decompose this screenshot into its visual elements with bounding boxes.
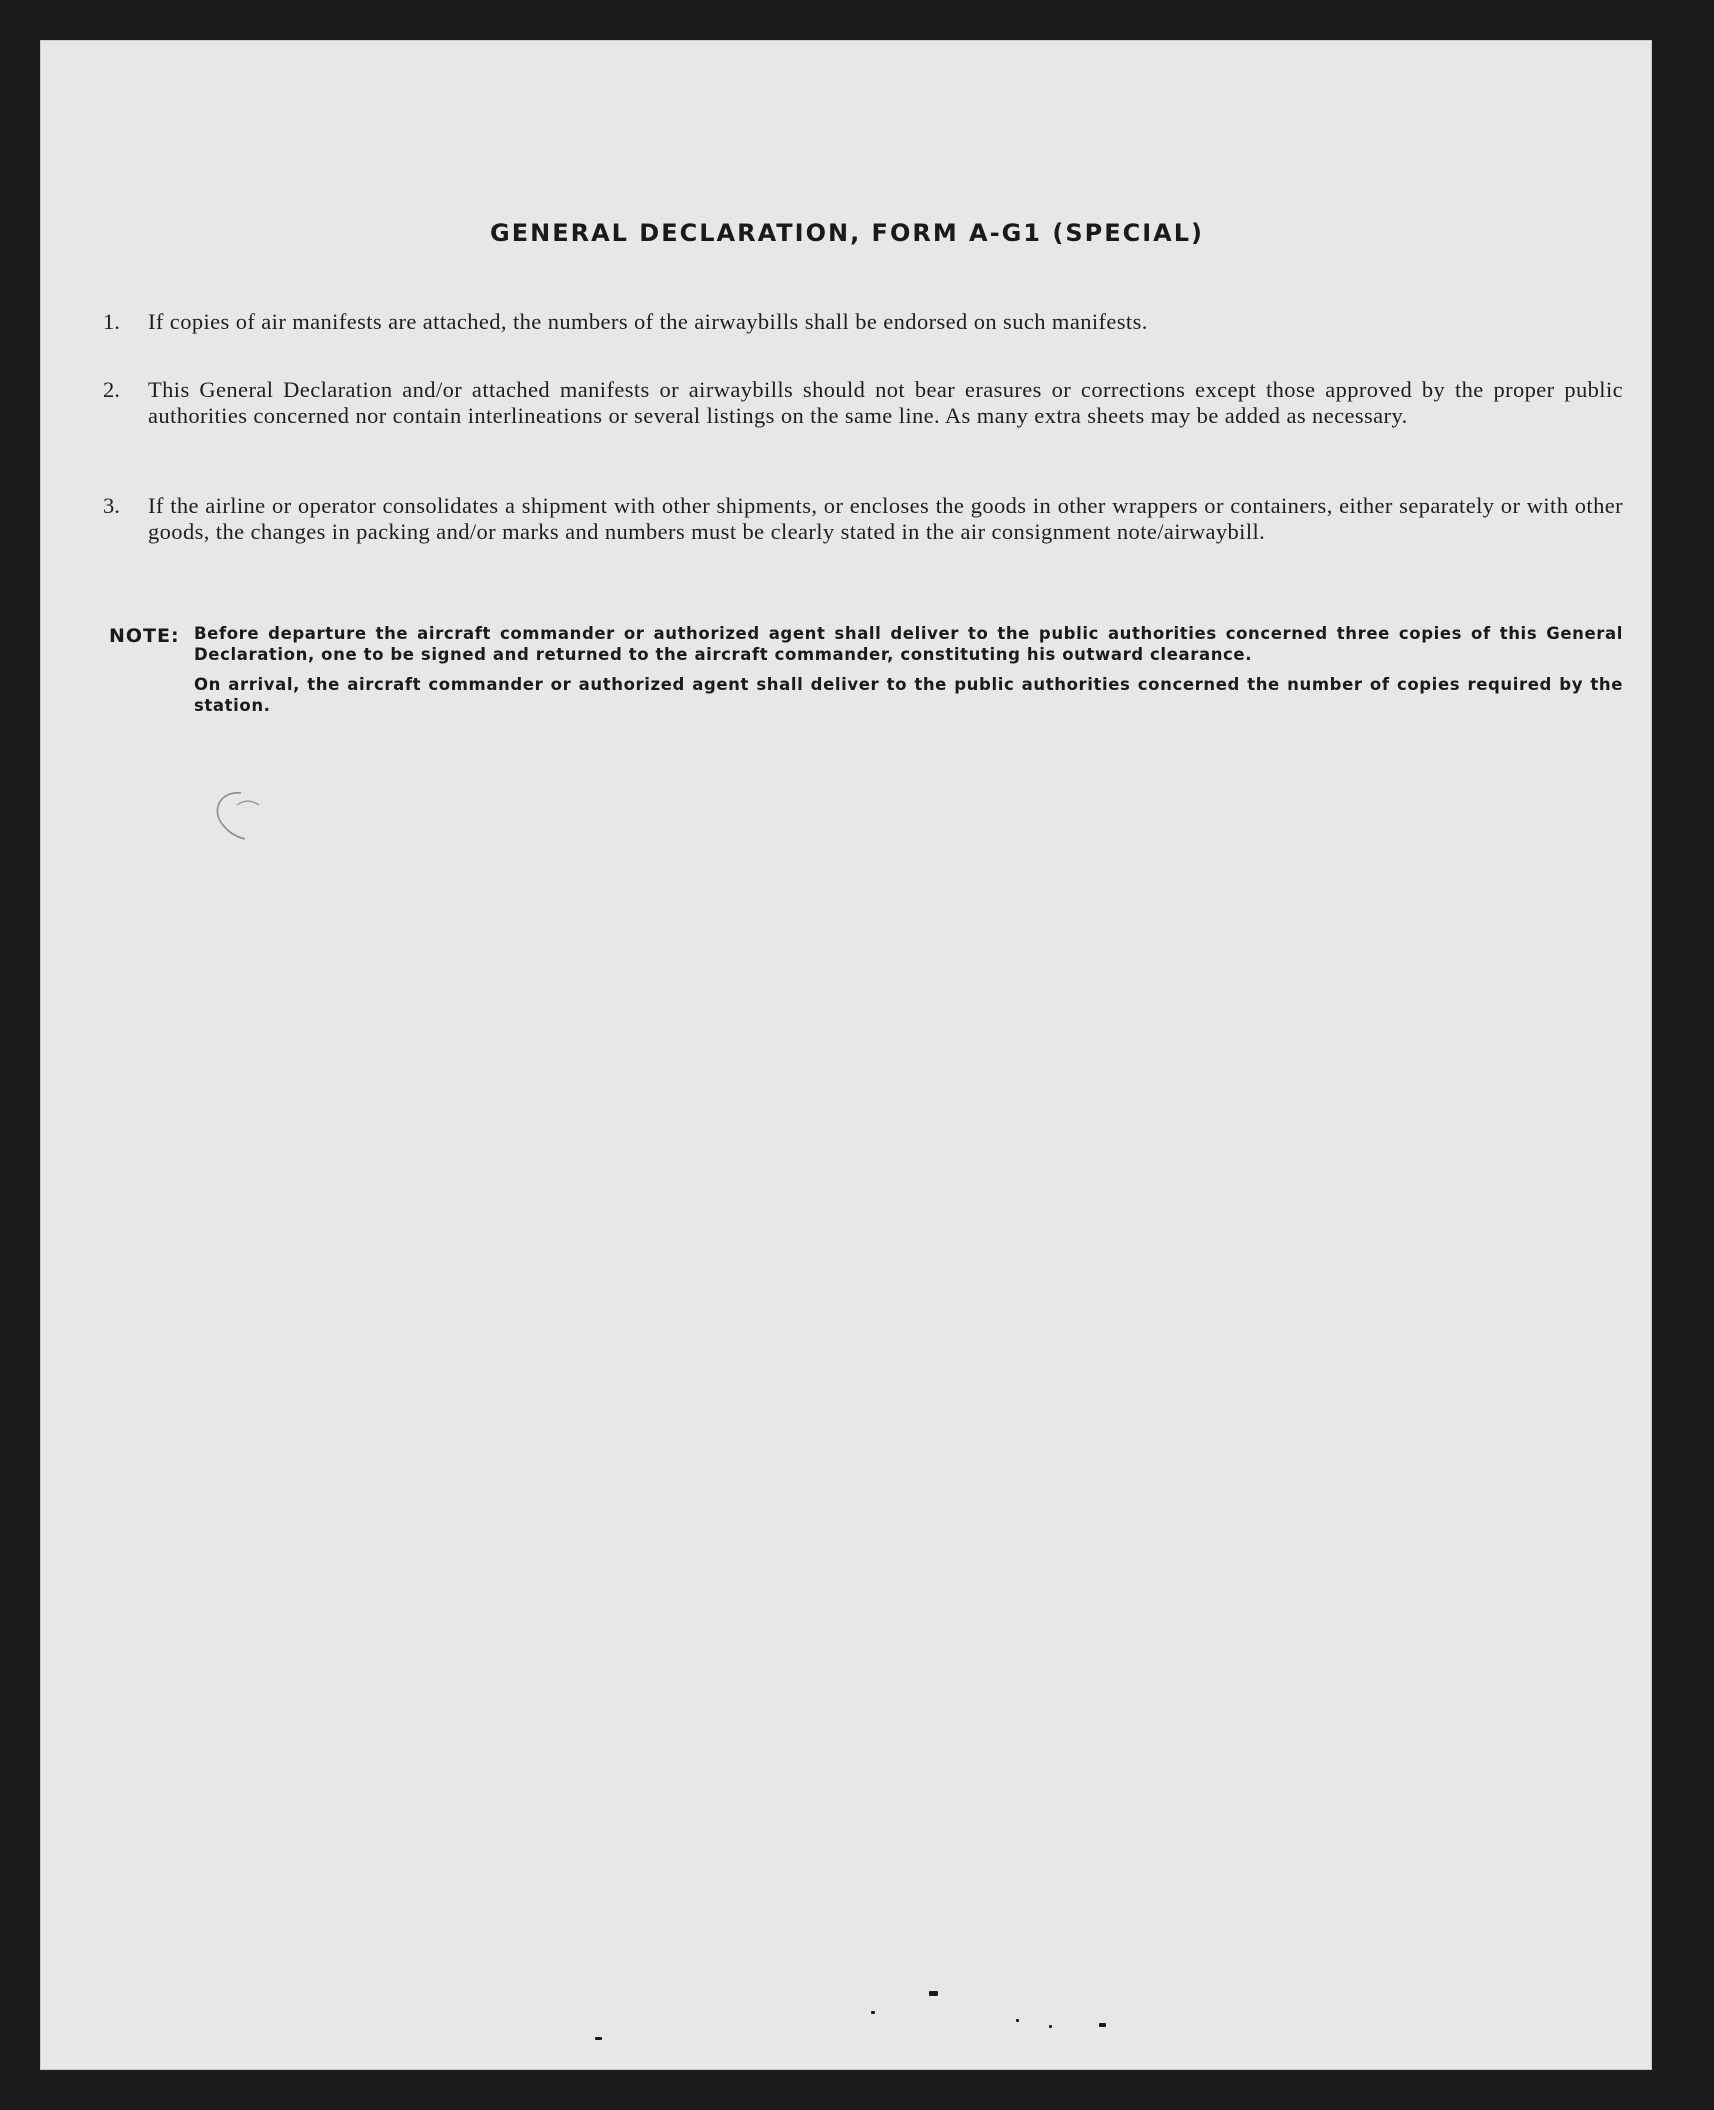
note-paragraph-arrival: On arrival, the aircraft commander or authorized agent shall deliver to the public authorities concerned the number of copies required by the station. [194,675,1623,715]
note-section [109,623,1623,716]
scan-speck [1099,2023,1106,2027]
document-title: GENERAL DECLARATION, FORM A-G1 (SPECIAL) [490,219,1204,247]
item-text: If the airline or operator consolidates a shipment with other shipments, or encloses the goods in other wrappers or containers, either separately or with other goods, the changes in packing and/or marks and numbers must be clearly stated in the air consignment note/airwaybill. [148,493,1623,544]
note-paragraph-departure: Before departure the aircraft commander or authorized agent shall deliver to the public authorities concerned three copies of this General Declaration, one to be signed and returned to the aircraft commander, constituting his outward clearance. [194,624,1623,664]
scan-speck [929,1991,938,1996]
scan-speck [595,2037,602,2040]
pen-smudge-mark [201,781,291,851]
scan-speck [871,2011,875,2014]
item-number: 2. [103,377,120,402]
instruction-item-2 [103,377,1623,429]
note-label: NOTE: [109,625,180,647]
item-text: This General Declaration and/or attached manifests or airwaybills should not bear erasures or corrections except those approved by the proper public authorities concerned nor contain interlineations or several listings on the same line. As many extra sheets may be added as necessary. [148,377,1623,428]
instruction-item-3 [103,493,1623,545]
scan-speck [1049,2025,1052,2028]
item-number: 1. [103,309,120,334]
document-sheet [40,40,1652,2070]
instruction-item-1 [103,309,1623,335]
item-number: 3. [103,493,120,518]
item-text: If copies of air manifests are attached, the numbers of the airwaybills shall be endorsed on such manifests. [148,309,1148,334]
scan-speck [1016,2019,1019,2022]
